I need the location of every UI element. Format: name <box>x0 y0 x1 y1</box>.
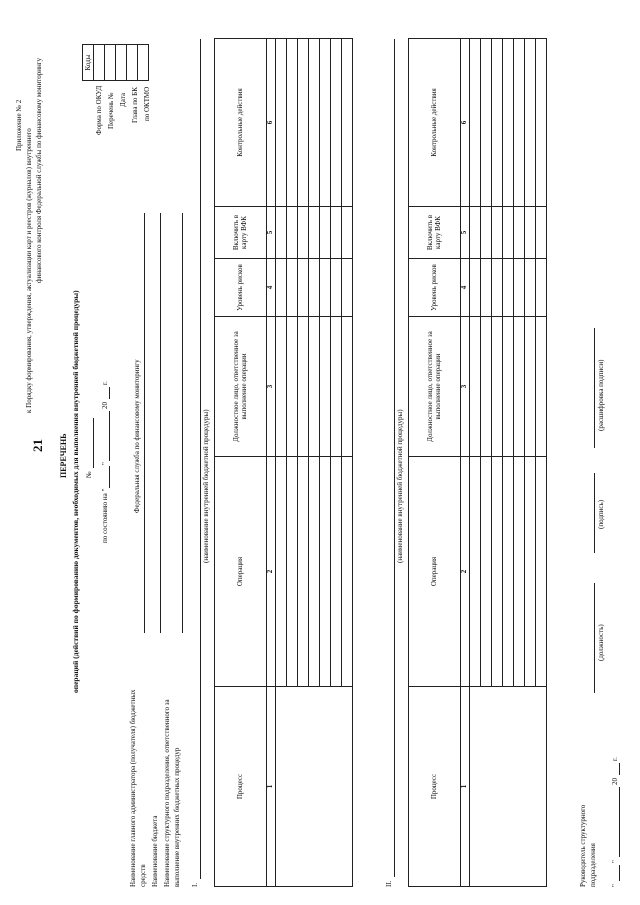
col-num-1: 1 <box>267 687 276 887</box>
sign-date-suffix: г. <box>611 757 619 761</box>
col-num-5: 5 <box>267 207 276 259</box>
header-operation: Операция <box>215 457 267 687</box>
admin-value: Федеральная служба по финансовому мониторингу <box>133 359 141 513</box>
date-month-line <box>109 411 110 461</box>
head-label-1: Руководитель структурного <box>579 804 587 887</box>
code-label-date: Дата <box>119 93 127 107</box>
date-label: по состоянию на " <box>101 488 109 543</box>
col-num-1: 1 <box>461 687 470 887</box>
col-num-3: 3 <box>267 317 276 457</box>
table-row <box>470 39 481 887</box>
code-date-cell <box>116 45 127 81</box>
budget-line <box>160 213 161 633</box>
date-day-line <box>109 466 110 488</box>
process-cell <box>276 687 353 887</box>
codes-header: Коды <box>83 45 94 81</box>
sign-line <box>594 473 595 553</box>
header-operation: Операция <box>409 457 461 687</box>
rotated-form-sheet <box>12 13 632 893</box>
header-control-actions: Контрольные действия <box>409 39 461 207</box>
col-num-2: 2 <box>267 457 276 687</box>
code-label-list: Перечень № <box>107 92 115 129</box>
admin-line <box>144 213 145 633</box>
admin-label-2: средств <box>139 864 147 887</box>
number-line <box>93 418 94 468</box>
unit-line <box>182 213 183 633</box>
header-control-actions: Контрольные действия <box>215 39 267 207</box>
header-risk: Уровень рисков <box>215 259 267 317</box>
col-num-2: 2 <box>461 457 470 687</box>
code-label-oktmo: по ОКТМО <box>143 86 151 121</box>
section-1-roman: I. <box>191 882 199 887</box>
section-2-roman: II. <box>385 880 393 887</box>
sign-date-year-line <box>619 763 620 775</box>
title-sub: операций (действий по формированию документов, необходимых для выполнения внутренней бюджетной процедуры) <box>71 290 80 693</box>
code-list-cell <box>105 45 116 81</box>
col-num-6: 6 <box>267 39 276 207</box>
appendix-line-2: к Порядку формирования, утверждения, актуализации карт и реестров (журналов) внутреннего <box>25 128 33 413</box>
sign-date-month-line <box>619 787 620 857</box>
code-label-okud: Форма по ОКУД <box>95 85 103 135</box>
codes-table <box>82 44 149 81</box>
section-1-caption: (наименование внутренней бюджетной процедуры) <box>202 409 210 563</box>
process-cell <box>470 687 547 887</box>
decode-line <box>594 328 595 448</box>
decode-caption: (расшифровка подписи) <box>597 359 605 431</box>
section-2-line <box>394 39 395 877</box>
col-num-4: 4 <box>267 259 276 317</box>
col-num-3: 3 <box>461 317 470 457</box>
head-label-2: подразделения <box>589 843 597 887</box>
header-process: Процесс <box>215 687 267 887</box>
sign-date-quote-close: " <box>611 860 619 863</box>
header-include-map: Включить в карту ВФК <box>409 207 461 259</box>
number-label: № <box>85 471 93 478</box>
code-bk-cell <box>127 45 138 81</box>
date-suffix: г. <box>101 381 109 385</box>
date-year: 20 <box>101 402 109 409</box>
unit-label-2: выполнение внутренних бюджетных процедур <box>173 747 181 887</box>
title-main: ПЕРЕЧЕНЬ <box>59 433 68 478</box>
code-okud-cell <box>94 45 105 81</box>
header-responsible: Должностное лицо, ответственное за выполнение операции <box>215 317 267 457</box>
code-oktmo-cell <box>138 45 149 81</box>
section-2-caption: (наименование внутренней бюджетной процедуры) <box>396 409 404 563</box>
admin-label-1: Наименование главного администратора (получателя) бюджетных <box>129 689 137 887</box>
sign-caption: (подпись) <box>597 499 605 529</box>
position-caption: (должность) <box>597 624 605 661</box>
unit-label-1: Наименование структурного подразделения, ответственного за <box>163 699 171 887</box>
sign-date-quote-open: " <box>611 884 619 887</box>
appendix-line-1: Приложение № 2 <box>15 99 23 151</box>
budget-label: Наименование бюджета <box>151 815 159 887</box>
section-1-table <box>214 38 353 887</box>
col-num-5: 5 <box>461 207 470 259</box>
page-number: 21 <box>30 439 45 452</box>
col-num-6: 6 <box>461 39 470 207</box>
sign-date-day-line <box>619 865 620 881</box>
code-label-bk: Глава по БК <box>131 87 139 123</box>
sign-date-year: 20 <box>611 778 619 785</box>
date-year-line <box>109 387 110 399</box>
table-row <box>276 39 287 887</box>
section-1-line <box>200 39 201 879</box>
position-line <box>594 583 595 693</box>
date-quote: " <box>101 462 109 465</box>
header-responsible: Должностное лицо, ответственное за выполнение операции <box>409 317 461 457</box>
section-2-table <box>408 38 547 887</box>
header-include-map: Включить в карту ВФК <box>215 207 267 259</box>
appendix-line-3: финансового контроля Федеральной службы по финансовому мониторингу <box>35 57 43 283</box>
header-process: Процесс <box>409 687 461 887</box>
header-risk: Уровень рисков <box>409 259 461 317</box>
col-num-4: 4 <box>461 259 470 317</box>
